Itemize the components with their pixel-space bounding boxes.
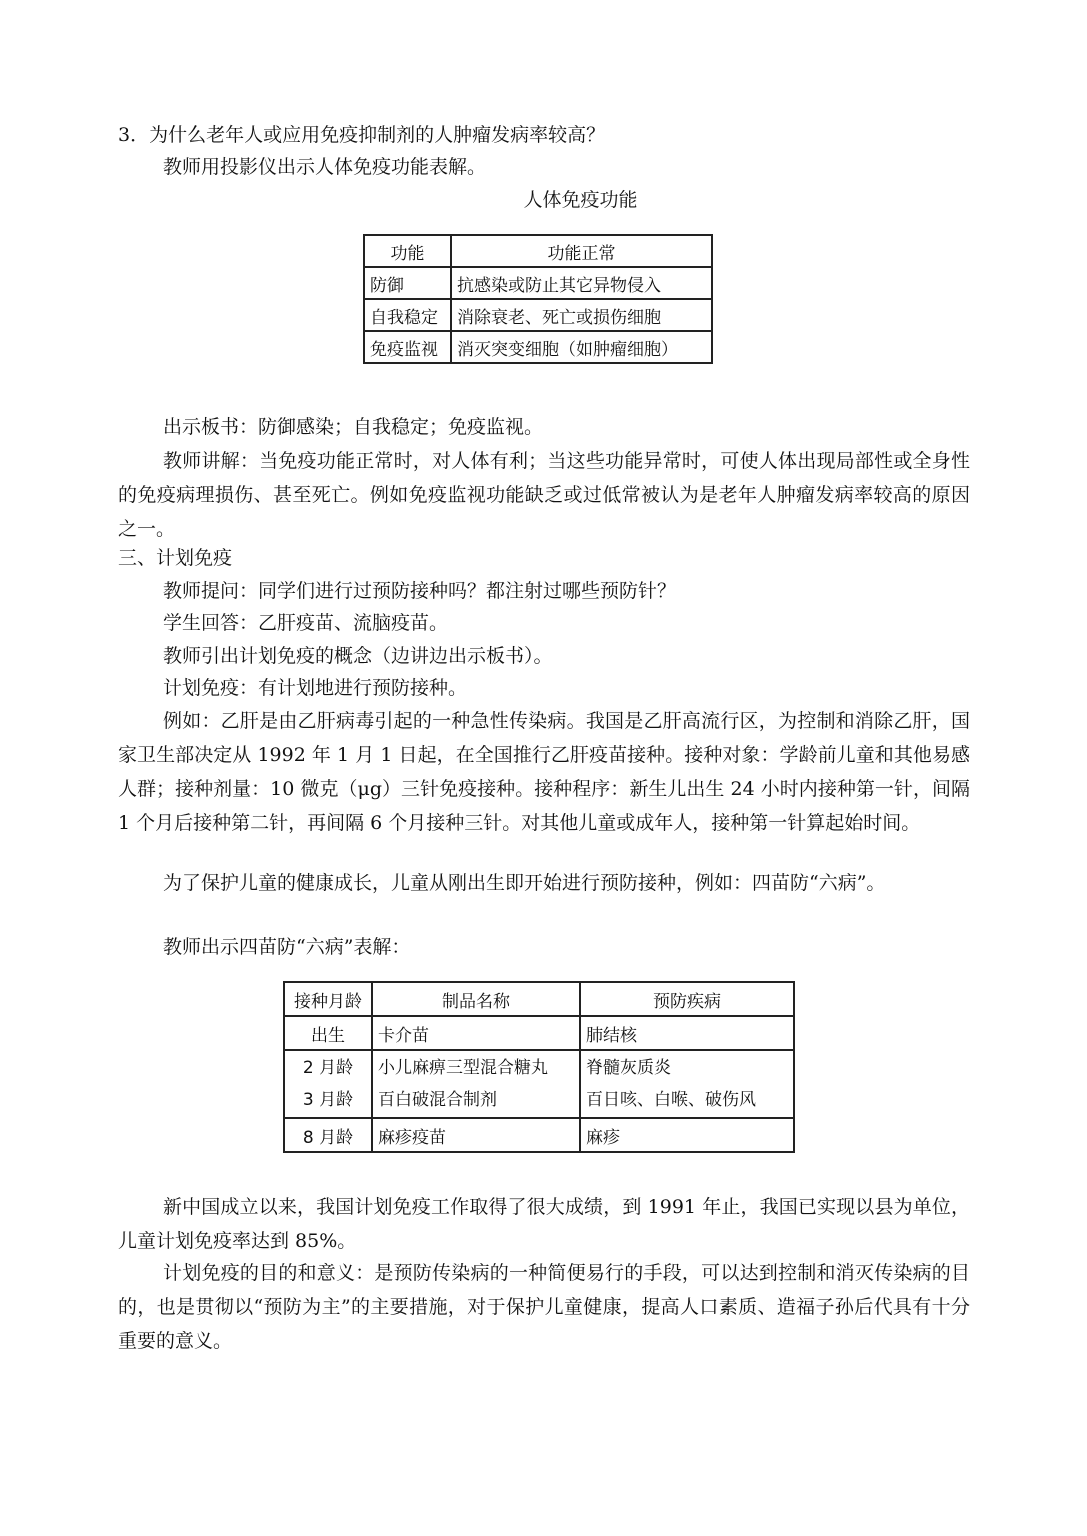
hepatitis-b-example: 例如：乙肝是由乙肝病毒引起的一种急性传染病。我国是乙肝高流行区，为控制和消除乙肝，国家卫生部决定从 1992 年 1 月 1 日起，在全国推行乙肝疫苗接种。接种对象：学龄前儿童和其他易感人群；接种剂量：10 微克（μg）三针免疫接种。接种程序：新生儿出生 24 小时内接种第一针，间隔 1 个月后接种第二针，再间隔 6 个月接种三针。对其他儿童或成年人，接种第一针算起始时间。 — [118, 710, 970, 834]
table-cell: 卡介苗 — [372, 1016, 580, 1050]
purpose-paragraph: 计划免疫的目的和意义：是预防传染病的一种简便易行的手段，可以达到控制和消灭传染病的目的，也是贯彻以“预防为主”的主要措施，对于保护儿童健康，提高人口素质、造福子孙后代具有十分重要的意义。 — [118, 1262, 970, 1352]
table-cell: 自我稳定 — [364, 299, 451, 331]
table-cell: 肺结核 — [580, 1016, 794, 1050]
table-row — [364, 267, 712, 299]
table1-caption: 人体免疫功能 — [523, 189, 638, 211]
table-row — [364, 331, 712, 363]
table-cell: 防御 — [364, 267, 451, 299]
dtp-vaccine: 百白破混合制剂 — [378, 1090, 497, 1110]
table-cell: 消灭突变细胞（如肿瘤细胞） — [451, 331, 712, 363]
section-heading-planned-immunization: 三、计划免疫 — [118, 547, 233, 569]
teacher-question: 教师提问：同学们进行过预防接种吗？都注射过哪些预防针？ — [163, 580, 677, 602]
age-2-month: 2 月龄 — [302, 1058, 354, 1078]
table-cell: 免疫监视 — [364, 331, 451, 363]
table-header-cell: 功能正常 — [451, 235, 712, 267]
table-row — [284, 1118, 794, 1152]
table-row — [284, 1050, 794, 1118]
achievement-paragraph: 新中国成立以来，我国计划免疫工作取得了很大成绩，到 1991 年止，我国已实现以县为单位，儿童计划免疫率达到 85%。 — [118, 1196, 970, 1252]
table-cell — [372, 1050, 580, 1118]
table-header-cell: 接种月龄 — [284, 982, 372, 1016]
children-vaccination-paragraph: 为了保护儿童的健康成长，儿童从刚出生即开始进行预防接种，例如：四苗防“六病”。 — [163, 872, 886, 894]
table-cell — [580, 1050, 794, 1118]
definition-line: 计划免疫：有计划地进行预防接种。 — [163, 677, 468, 699]
table-header-row — [284, 982, 794, 1016]
table-cell: 消除衰老、死亡或损伤细胞 — [451, 299, 712, 331]
age-3-month: 3 月龄 — [302, 1090, 354, 1110]
teacher-show-table-line: 教师出示四苗防“六病”表解： — [163, 936, 411, 958]
table-cell — [284, 1050, 372, 1118]
vaccination-schedule-table — [283, 981, 795, 1153]
teacher-projector-line: 教师用投影仪出示人体免疫功能表解。 — [163, 156, 487, 178]
table-header-cell: 功能 — [364, 235, 451, 267]
table-cell: 麻疹疫苗 — [372, 1118, 580, 1152]
board-writing-1: 出示板书：防御感染；自我稳定；免疫监视。 — [163, 416, 544, 438]
question-3: 3．为什么老年人或应用免疫抑制剂的人肿瘤发病率较高？ — [118, 124, 606, 146]
table-row — [364, 299, 712, 331]
teacher-introduction: 教师引出计划免疫的概念（边讲边出示板书）。 — [163, 645, 553, 667]
table-cell: 出生 — [284, 1016, 372, 1050]
table-cell: 抗感染或防止其它异物侵入 — [451, 267, 712, 299]
polio-vaccine: 小儿麻痹三型混合糖丸 — [378, 1058, 548, 1078]
table-header-row — [364, 235, 712, 267]
table-row — [284, 1016, 794, 1050]
student-answer: 学生回答：乙肝疫苗、流脑疫苗。 — [163, 612, 449, 634]
polio-disease: 脊髓灰质炎 — [586, 1058, 671, 1078]
table-header-cell: 预防疾病 — [580, 982, 794, 1016]
table-cell: 8 月龄 — [284, 1118, 372, 1152]
table-cell: 麻疹 — [580, 1118, 794, 1152]
table-header-cell: 制品名称 — [372, 982, 580, 1016]
teacher-explanation: 教师讲解：当免疫功能正常时，对人体有利；当这些功能异常时，可使人体出现局部性或全身性的免疫病理损伤、甚至死亡。例如免疫监视功能缺乏或过低常被认为是老年人肿瘤发病率较高的原因之一。 — [118, 450, 970, 540]
immune-function-table — [363, 234, 713, 364]
dtp-diseases: 百日咳、白喉、破伤风 — [586, 1090, 756, 1110]
